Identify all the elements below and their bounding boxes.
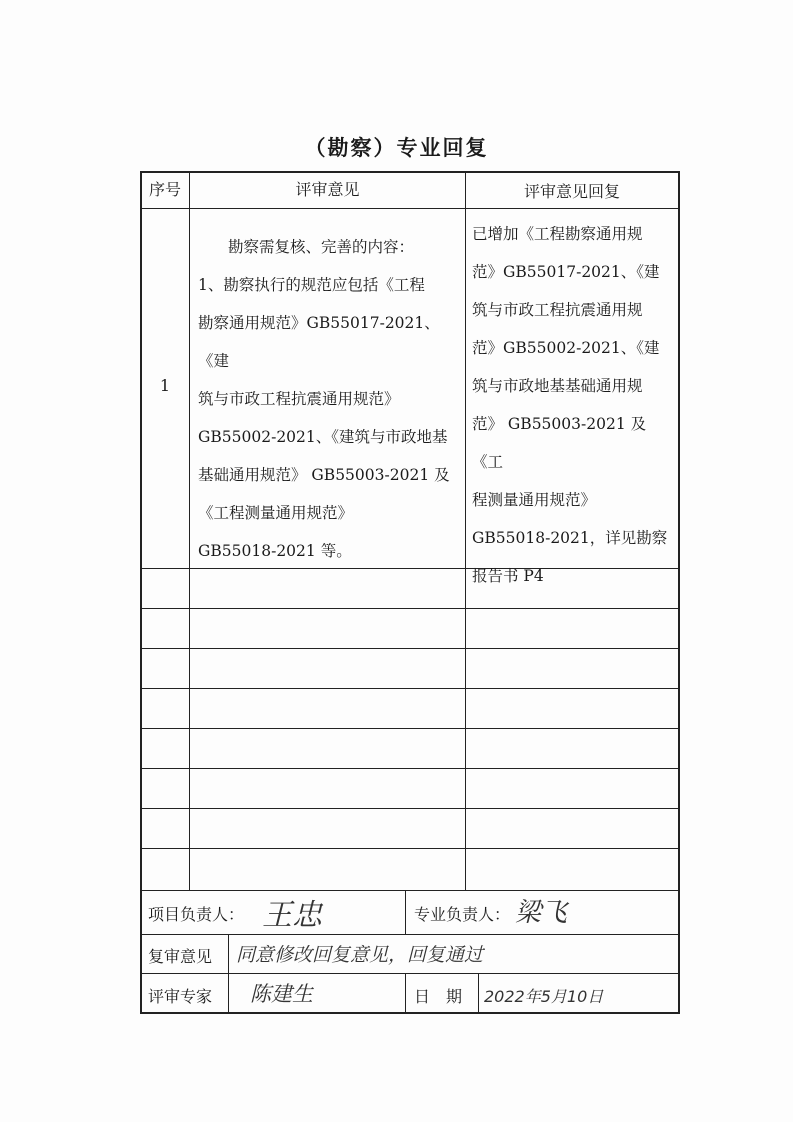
discipline-lead-signature: 梁飞: [515, 898, 568, 928]
comment-line: 基础通用规范》 GB55003-2021 及: [198, 466, 450, 484]
header-comment: 评审意见: [295, 180, 360, 199]
expert-signature: 陈建生: [250, 982, 313, 1006]
col-divider-1: [189, 171, 190, 890]
row-line: [140, 890, 680, 891]
footer-divider-date: [405, 973, 406, 1013]
table-border-left: [140, 171, 142, 1013]
comment-cell: [198, 228, 462, 570]
footer-divider-label: [228, 934, 229, 1013]
reply-line: 报告书 P4: [472, 567, 544, 585]
comment-line: 勘察通用规范》GB55017-2021、《建: [198, 314, 440, 370]
comment-line: 勘察需复核、完善的内容：: [228, 238, 415, 256]
row-line: [140, 648, 680, 649]
project-lead-label: 项目负责人：: [148, 905, 245, 924]
discipline-lead-label: 专业负责人：: [414, 905, 511, 924]
row-line: [140, 973, 680, 974]
reply-line: GB55018-2021，详见勘察: [472, 529, 668, 547]
comment-line: 筑与市政工程抗震通用规范》: [198, 390, 400, 408]
reply-line: 筑与市政工程抗震通用规: [472, 301, 643, 319]
project-lead-signature: 王忠: [262, 898, 322, 933]
table-border-bottom: [140, 1012, 680, 1014]
comment-line: 《工程测量通用规范》: [198, 504, 354, 522]
reply-line: 已增加《工程勘察通用规: [472, 225, 643, 243]
expert-label: 评审专家: [148, 987, 213, 1006]
row-line: [140, 934, 680, 935]
header-index: 序号: [148, 180, 181, 199]
date-value: 2022年5月10日: [484, 987, 604, 1006]
comment-line: 1、勘察执行的规范应包括《工程: [198, 276, 425, 294]
footer-divider-lead: [405, 890, 406, 934]
review-label: 复审意见: [148, 947, 213, 966]
table-border-right: [678, 171, 680, 1013]
comment-line: GB55002-2021、《建筑与市政地基: [198, 428, 448, 446]
row-line: [140, 688, 680, 689]
page-title: （勘察）专业回复: [304, 136, 489, 160]
reply-line: 范》GB55017-2021、《建: [472, 263, 660, 281]
row-line: [140, 608, 680, 609]
review-text: 同意修改回复意见，回复通过: [236, 944, 484, 966]
header-reply: 评审意见回复: [523, 182, 620, 201]
reply-line: 范》 GB55003-2021 及《工: [472, 415, 647, 471]
date-label: 日 期: [414, 987, 463, 1006]
reply-line: 范》GB55002-2021、《建: [472, 339, 660, 357]
reply-line: 程测量通用规范》: [472, 491, 597, 509]
reply-line: 筑与市政地基基础通用规: [472, 377, 643, 395]
row-line: [140, 768, 680, 769]
row-line: [140, 808, 680, 809]
row-index: 1: [159, 376, 171, 395]
row-line: [140, 728, 680, 729]
col-divider-2: [465, 171, 466, 890]
reply-cell: [472, 215, 676, 595]
footer-divider-date-value: [478, 973, 479, 1013]
row-line: [140, 848, 680, 849]
comment-line: GB55018-2021 等。: [198, 542, 352, 560]
